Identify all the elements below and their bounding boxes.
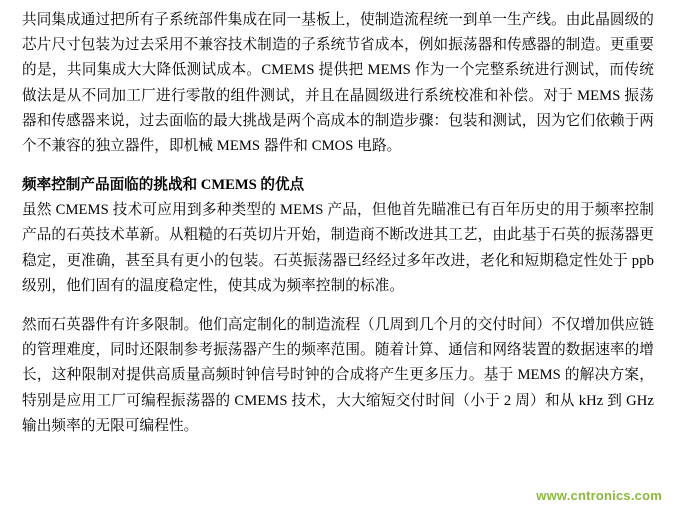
paragraph-1: 共同集成通过把所有子系统部件集成在同一基板上，使制造流程统一到单一生产线。由此晶圆级的芯片尺寸包装为过去采用不兼容技术制造的子系统节省成本，例如振荡器和传感器的制造。更重要的是，共同集成大大降低测试成本。CMEMS 提供把 MEMS 作为一个完整系统进行测试，而传统做法是从不同加工厂进行零散的组件测试，并且在晶圆级进行系统校准和补偿。对于 MEMS 振荡器和传感器来说，过去面临的最大挑战是两个高成本的制造步骤：包装和测试，因为它们依赖于两个不兼容的独立器件，即机械 MEMS 器件和 CMOS 电路。 (22, 12, 654, 155)
section-heading: 频率控制产品面临的挑战和 CMEMS 的优点 (22, 177, 305, 194)
paragraph-3: 然而石英器件有许多限制。他们高定制化的制造流程（几周到几个月的交付时间）不仅增加供应链的管理难度，同时还限制参考振荡器产生的频率范围。随着计算、通信和网络装置的数据速率的增长，这种限制对提供高质量高频时钟信号时钟的合成将产生更多压力。基于 MEMS 的解决方案，特别是应用工厂可编程振荡器的 CMEMS 技术，大大缩短交付时间（小于 2 周）和从 kHz 到 GHz 输出频率的无限可编程性。 (22, 317, 654, 434)
watermark-text: www.cntronics.com (536, 488, 662, 503)
paragraph-2: 虽然 CMEMS 技术可应用到多种类型的 MEMS 产品，但他首先瞄准已有百年历史的用于频率控制产品的石英技术革新。从粗糙的石英切片开始，制造商不断改进其工艺，由此基于石英的振荡器更稳定，更准确，甚至具有更小的包装。石英振荡器已经经过多年改进，老化和短期稳定性处于 ppb 级别，他们固有的温度稳定性，使其成为频率控制的标准。 (22, 202, 654, 294)
